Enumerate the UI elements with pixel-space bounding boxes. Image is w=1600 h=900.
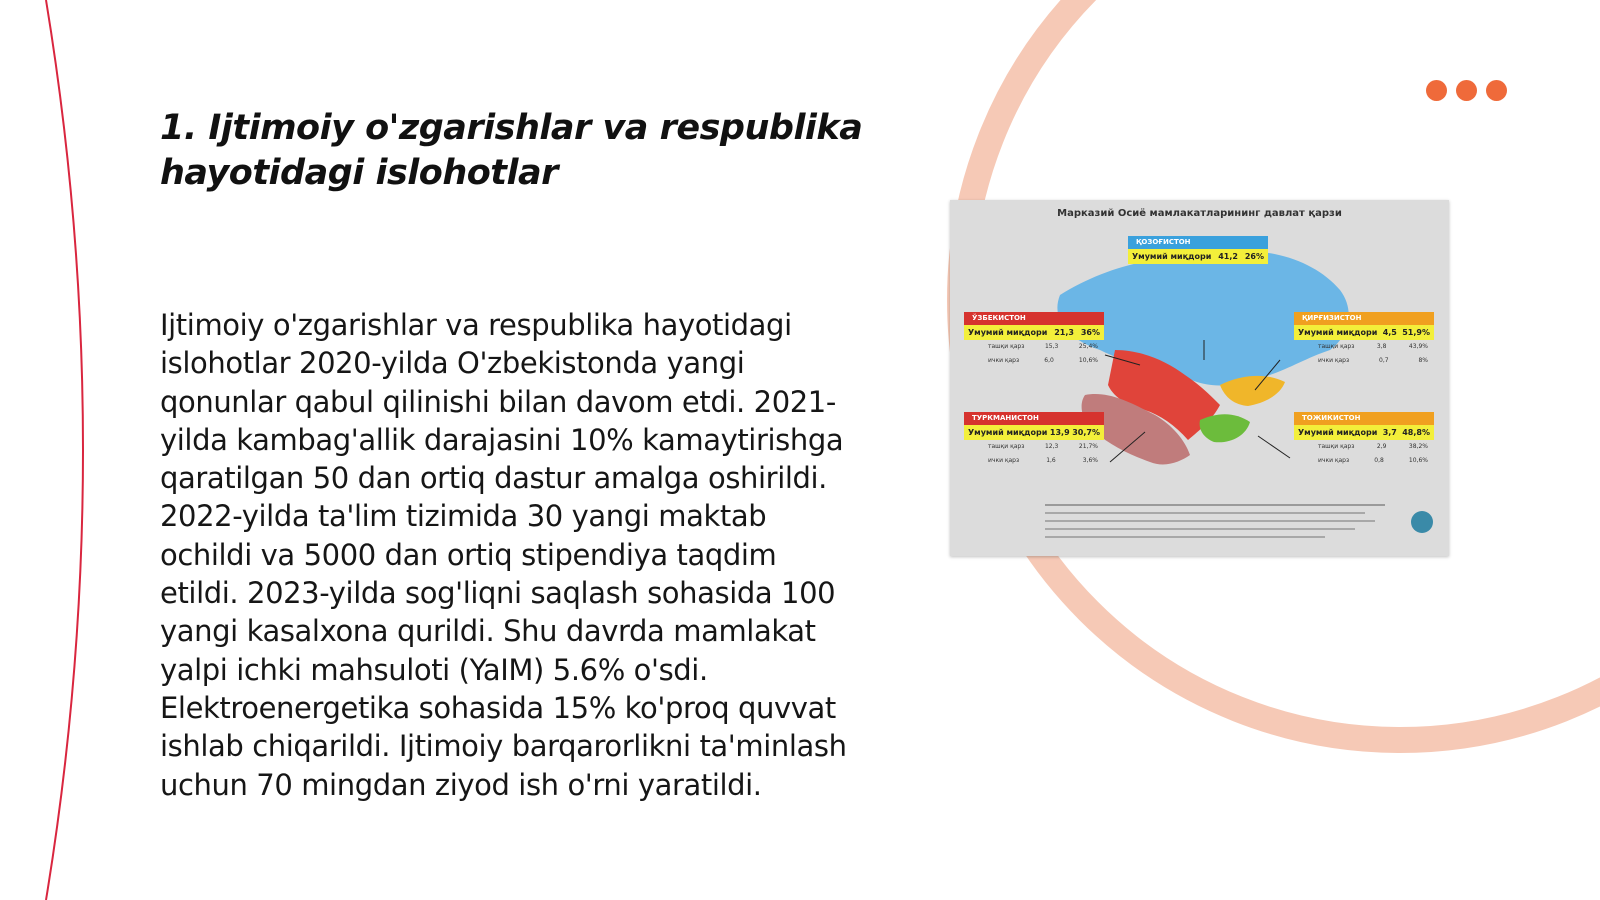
row-value: 0,8 [1374,457,1384,464]
row-label: ташқи қарз [1318,343,1355,350]
panel-header: ЎЗБЕКИСТОН [964,312,1104,325]
row-label: ички қарз [1318,457,1350,464]
total-label: Умумий миқдори [1298,428,1378,437]
row-value: 15,3 [1044,343,1059,350]
row-value: 1,6 [1046,457,1056,464]
row-percent: 10,6% [1408,457,1428,464]
panel-header: ҚОЗОҒИСТОН [1128,236,1268,249]
source-footnote [950,200,1449,556]
panel-header: ТОЖИКИСТОН [1294,412,1434,425]
left-edge-line [46,0,83,900]
total-percent: 51,9% [1402,328,1430,337]
row-value: 0,7 [1379,357,1389,364]
total-percent: 26% [1244,252,1264,261]
row-value: 12,3 [1044,443,1059,450]
total-value: 3,7 [1382,428,1397,437]
row-percent: 10,6% [1078,357,1098,364]
row-label: ички қарз [1318,357,1350,364]
infographic-title: Марказий Осиё мамлакатларининг давлат қарзи [1057,208,1342,219]
row-value: 2,9 [1376,443,1387,450]
row-value: 6,0 [1044,357,1054,364]
row-percent: 43,9% [1408,343,1428,350]
total-value: 41,2 [1218,252,1238,261]
row-percent: 38,2% [1408,443,1428,450]
debt-infographic-image [950,200,1449,556]
total-value: 13,9 [1049,428,1070,437]
total-label: Умумий миқдори [1298,328,1378,337]
total-percent: 48,8% [1402,428,1430,437]
row-label: ички қарз [988,457,1020,464]
total-value: 4,5 [1382,328,1397,337]
total-percent: 36% [1080,328,1100,337]
row-value: 3,8 [1376,343,1387,350]
panel-header: ТУРКМАНИСТОН [964,412,1104,425]
row-percent: 21,7% [1078,443,1098,450]
dot-icon [1426,80,1447,101]
row-percent: 25,4% [1078,343,1098,350]
total-label: Умумий миқдори [1132,252,1212,261]
slide-title: 1. Ijtimoiy o'zgarishlar va respublika hayotidagi islohotlar [160,108,863,193]
total-percent: 30,7% [1072,428,1100,437]
row-label: ташқи қарз [988,443,1025,450]
row-label: ички қарз [988,357,1020,364]
total-value: 21,3 [1054,328,1074,337]
row-percent: 8% [1418,357,1428,364]
panel-header: ҚИРҒИЗИСТОН [1294,312,1434,325]
dot-icon [1456,80,1477,101]
dot-icon [1486,80,1507,101]
menu-dots [1426,80,1507,101]
row-label: ташқи қарз [1318,443,1355,450]
slide-body-text: Ijtimoiy o'zgarishlar va respublika hayotidagi islohotlar 2020-yilda O'zbekistonda yangi qonunlar qabul qilinishi bilan davom etdi. 2021-yilda kambag'allik darajasini 10% kamaytirishga qaratilgan 50 dan ortiq dastur amalga oshirildi. 2022-yilda ta'lim tizimida 30 yangi maktab ochildi va 5000 dan ortiq stipendiya taqdim etildi. 2023-yilda sog'liqni saqlash sohasida 100 yangi kasalxona qurildi. Shu davrda mamlakat yalpi ichki mahsuloti (YaIM) 5.6% o'sdi. Elektroenergetika sohasida 15% ko'proq quvvat ishlab chiqarildi. Ijtimoiy barqarorlikni ta'minlash uchun 70 mingdan ziyod ish o'rni yaratildi. [160,308,847,802]
total-label: Умумий миқдори [968,328,1048,337]
total-label: Умумий миқдори [968,428,1048,437]
row-percent: 3,6% [1082,457,1098,464]
logo-icon [1411,511,1433,533]
row-label: ташқи қарз [988,343,1025,350]
